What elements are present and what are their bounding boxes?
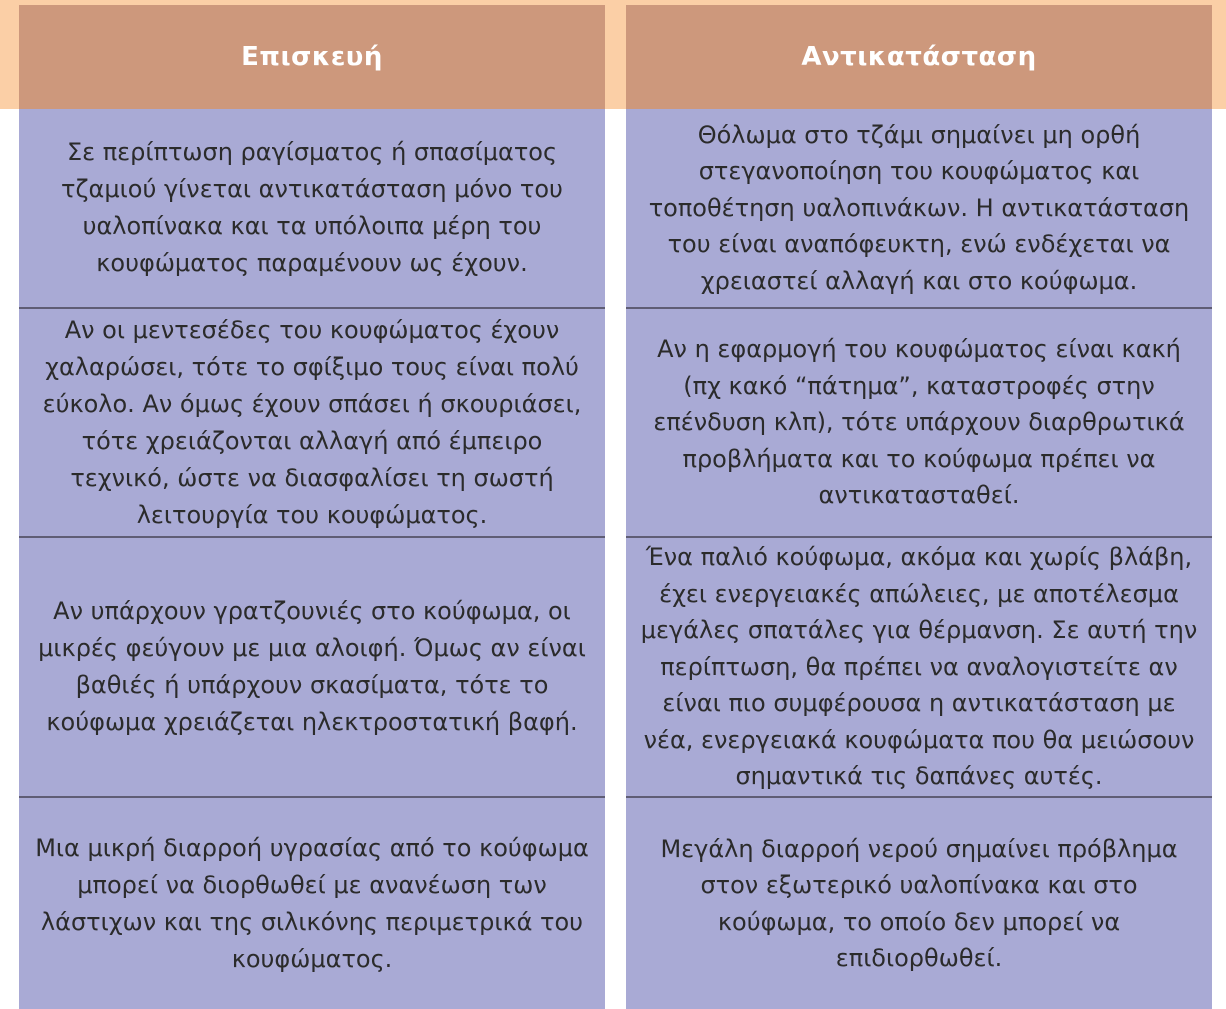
replacement-cell-1 xyxy=(626,109,1212,307)
replacement-text-2: Αν η εφαρμογή του κουφώματος είναι κακή (πχ κακό “πάτημα”, καταστροφές στην επένδυση κλπ), τότε υπάρχουν διαρθρωτικά προβλήματα και το κούφωμα πρέπει να αντικατασταθεί. xyxy=(653,335,1185,510)
repair-column xyxy=(19,5,605,1009)
replacement-cell-2 xyxy=(626,309,1212,536)
replacement-cell-4 xyxy=(626,798,1212,1009)
replacement-text-3: Ένα παλιό κούφωμα, ακόμα και χωρίς βλάβη, έχει ενεργειακές απώλειες, με αποτέλεσμα μεγάλες σπατάλες για θέρμανση. Σε αυτή την περίπτωση, θα πρέπει να αναλογιστείτε αν είναι πιο συμφέρουσα η αντικατάσταση με νέα, ενεργειακά κουφώματα που θα μειώσουν σημαντικά τις δαπάνες αυτές. xyxy=(640,543,1198,791)
repair-cell-3 xyxy=(19,538,605,796)
repair-text-4: Μια μικρή διαρροή υγρασίας από το κούφωμα μπορεί να διορθωθεί με ανανέωση των λάστιχων και της σιλικόνης περιμετρικά του κουφώματος. xyxy=(35,833,589,973)
replacement-column xyxy=(626,5,1212,1009)
repair-cell-4 xyxy=(19,798,605,1009)
repair-cell-1 xyxy=(19,109,605,307)
replacement-header: Αντικατάσταση xyxy=(626,5,1212,109)
repair-text-1: Σε περίπτωση ραγίσματος ή σπασίματος τζαμιού γίνεται αντικατάσταση μόνο του υαλοπίνακα και τα υπόλοιπα μέρη του κουφώματος παραμένουν ως έχουν. xyxy=(61,138,563,277)
repair-cell-2 xyxy=(19,309,605,536)
repair-text-2: Αν οι μεντεσέδες του κουφώματος έχουν χαλαρώσει, τότε το σφίξιμο τους είναι πολύ εύκολο. Αν όμως έχουν σπάσει ή σκουριάσει, τότε χρειάζονται αλλαγή από έμπειρο τεχνικό, ώστε να διασφαλίσει τη σωστή λειτουργία του κουφώματος. xyxy=(42,315,582,529)
replacement-cell-3 xyxy=(626,538,1212,796)
replacement-text-4: Μεγάλη διαρροή νερού σημαίνει πρόβλημα στον εξωτερικό υαλοπίνακα και στο κούφωμα, το οποίο δεν μπορεί να επιδιορθωθεί. xyxy=(660,834,1178,972)
repair-text-3: Αν υπάρχουν γρατζουνιές στο κούφωμα, οι μικρές φεύγουν με μια αλοιφή. Όμως αν είναι βαθιές ή υπάρχουν σκασίματα, τότε το κούφωμα χρειάζεται ηλεκτροστατική βαφή. xyxy=(38,597,586,736)
replacement-text-1: Θόλωμα στο τζάμι σημαίνει μη ορθή στεγανοποίηση του κουφώματος και τοποθέτηση υαλοπινάκων. Η αντικατάσταση του είναι αναπόφευκτη, ενώ ενδέχεται να χρειαστεί αλλαγή και στο κούφωμα. xyxy=(648,120,1190,295)
repair-header: Επισκευή xyxy=(19,5,605,109)
